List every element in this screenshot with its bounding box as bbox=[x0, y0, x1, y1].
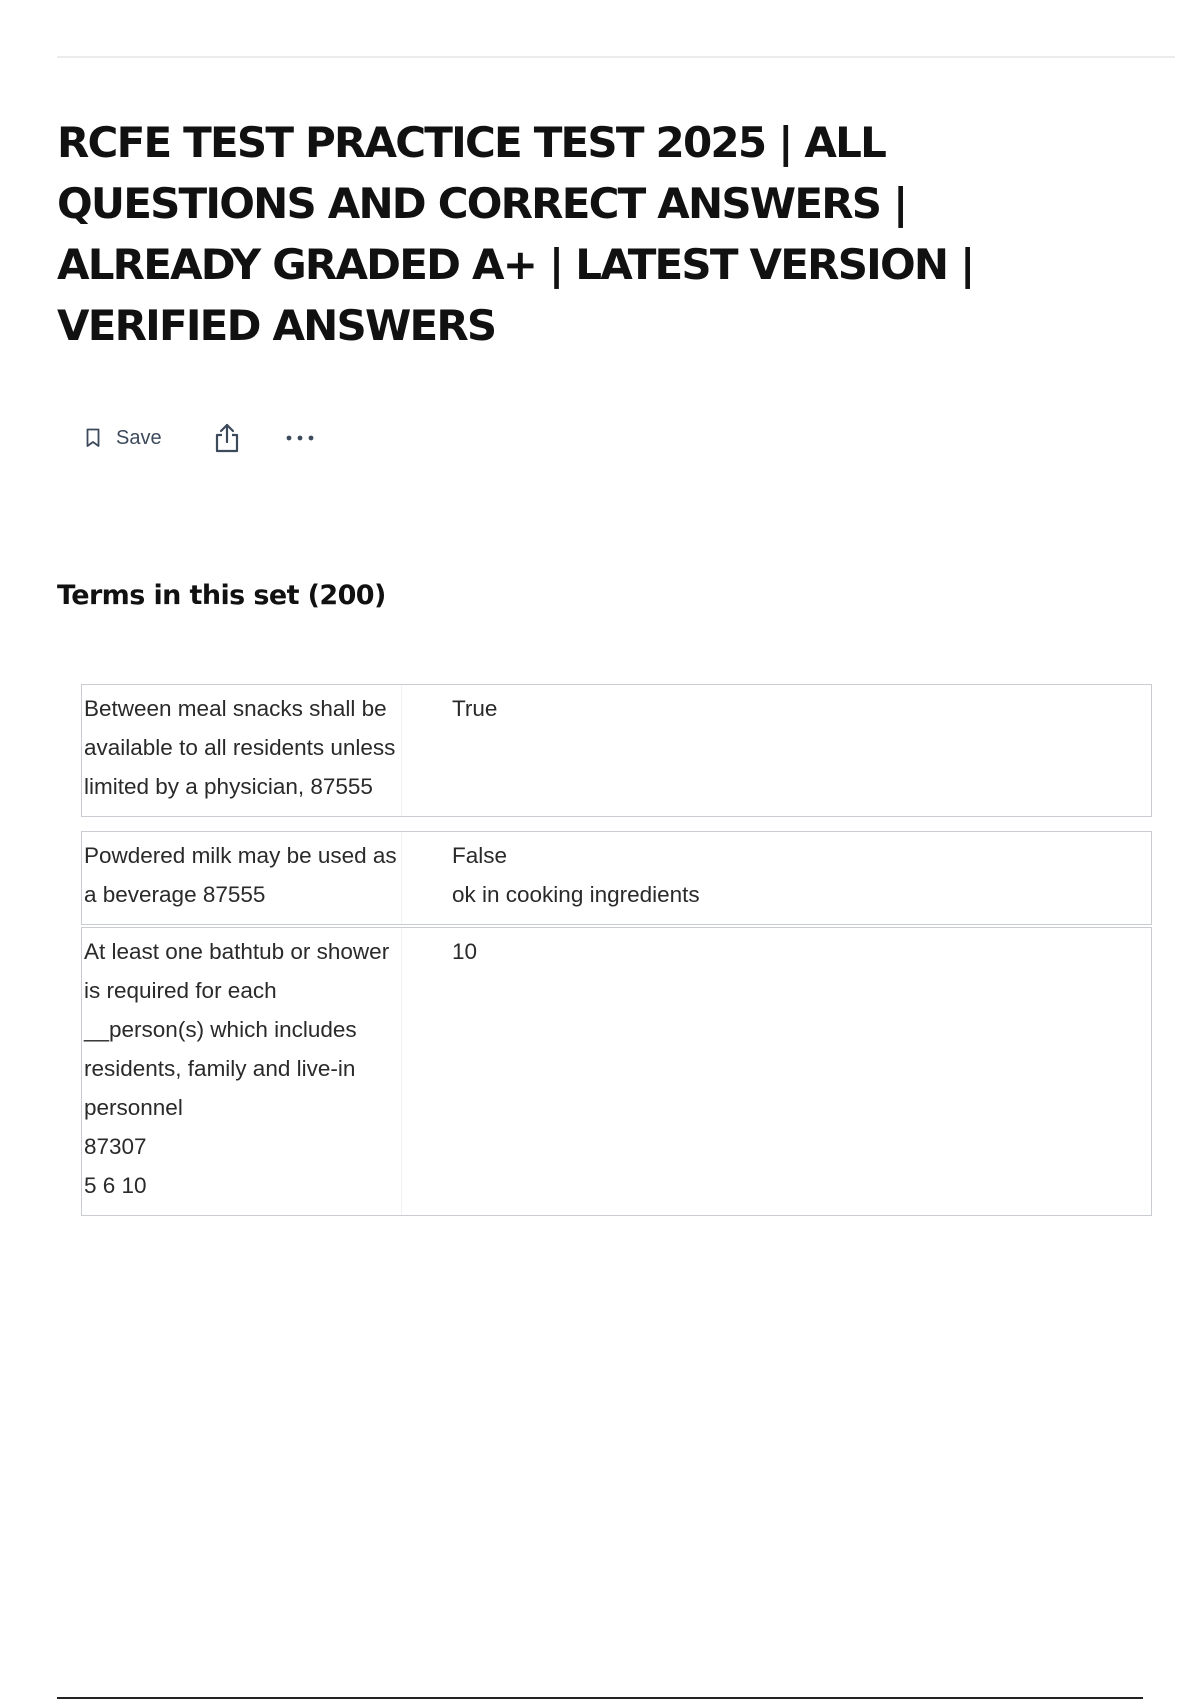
page-title: RCFE TEST PRACTICE TEST 2025 | ALL QUESTIONS AND CORRECT ANSWERS | ALREADY GRADED A+ | LATEST VERSION | VERIFIED ANSWERS bbox=[57, 118, 974, 350]
terms-list bbox=[81, 684, 1152, 1230]
term-card[interactable] bbox=[81, 684, 1152, 817]
share-button[interactable] bbox=[212, 421, 242, 455]
save-button[interactable] bbox=[82, 427, 162, 450]
definition-text: 10 bbox=[452, 939, 478, 964]
term-text: Between meal snacks shall be available to all residents unless limited by a physician, 87555 bbox=[82, 685, 402, 816]
term-text: Powdered milk may be used as a beverage 87555 bbox=[82, 832, 402, 924]
bookmark-icon bbox=[82, 427, 104, 449]
more-options-icon bbox=[285, 434, 315, 442]
term-text: At least one bathtub or shower is required for each __person(s) which includes residents, family and live-in personnel 87307 5 6 10 bbox=[82, 928, 402, 1215]
bottom-divider bbox=[57, 1697, 1143, 1699]
term-card[interactable] bbox=[81, 831, 1152, 925]
share-icon bbox=[213, 422, 241, 454]
terms-heading: Terms in this set (200) bbox=[57, 580, 386, 611]
toolbar bbox=[82, 418, 316, 458]
top-divider bbox=[57, 56, 1175, 58]
definition-text: True bbox=[452, 696, 498, 721]
save-button-label: Save bbox=[116, 426, 162, 449]
definition-text: False ok in cooking ingredients bbox=[452, 843, 700, 907]
more-options-button[interactable] bbox=[284, 423, 316, 453]
term-card[interactable] bbox=[81, 927, 1152, 1216]
